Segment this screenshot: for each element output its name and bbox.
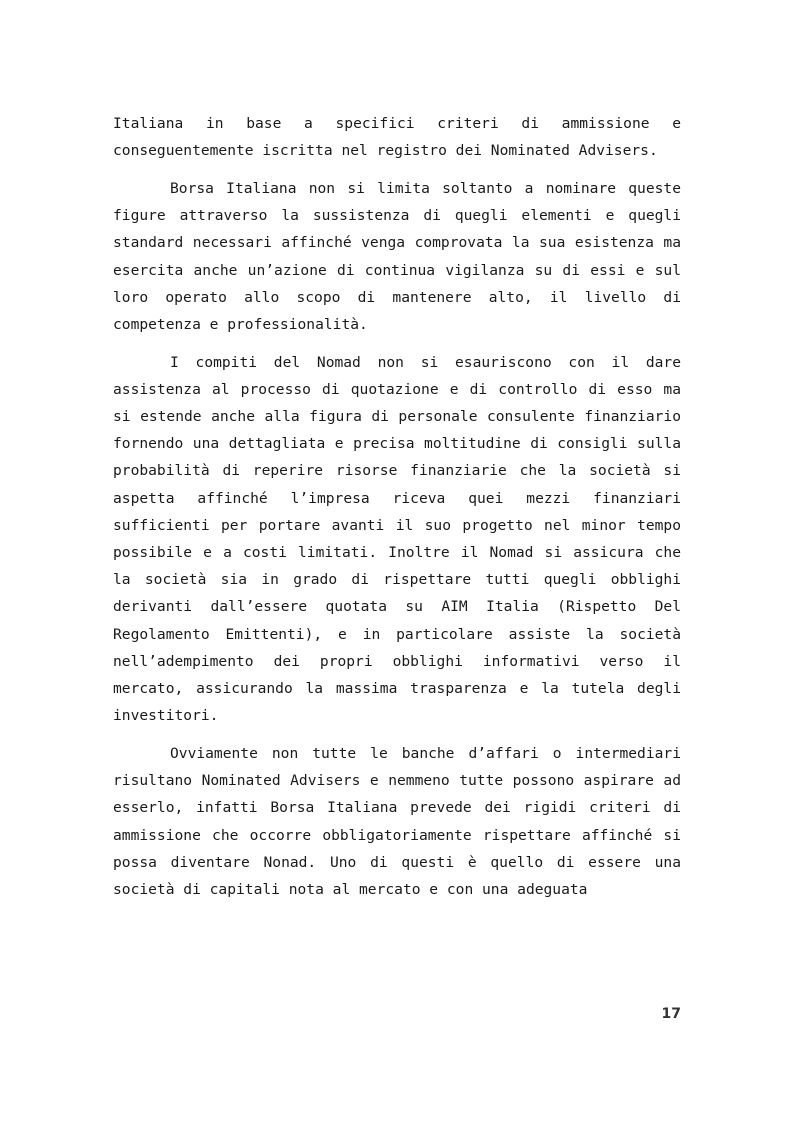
paragraph-2: Borsa Italiana non si limita soltanto a nominare queste figure attraverso la sussistenza di quegli elementi e quegli standard necessari affinché venga comprovata la sua esistenza ma esercita anche un’azione di continua vigilanza su di essi e sul loro operato allo scopo di mantenere alto, il livello di competenza e professionalità. <box>113 179 681 333</box>
paragraph-3: I compiti del Nomad non si esauriscono con il dare assistenza al processo di quotazione e di controllo di esso ma si estende anche alla figura di personale consulente finanziario fornendo una dettagliata e precisa moltitudine di consigli sulla probabilità di reperire risorse finanziarie che la società si aspetta affinché l’impresa riceva quei mezzi finanziari sufficienti per portare avanti il suo progetto nel minor tempo possibile e a costi limitati. Inoltre il Nomad si assicura che la società sia in grado di rispettare tutti quegli obblighi derivanti dall’essere quotata su AIM Italia (Rispetto Del Regolamento Emittenti), e in particolare assiste la società nell’adempimento dei propri obblighi informativi verso il mercato, assicurando la massima trasparenza e la tutela degli investitori. <box>113 353 681 725</box>
paragraph-1: Italiana in base a specifici criteri di ammissione e conseguentemente iscritta nel registro dei Nominated Advisers. <box>113 115 681 160</box>
document-body <box>113 110 681 914</box>
page-number: 17 <box>661 1006 681 1022</box>
paragraph-4: Ovviamente non tutte le banche d’affari o intermediari risultano Nominated Advisers e nemmeno tutte possono aspirare ad esserlo, infatti Borsa Italiana prevede dei rigidi criteri di ammissione che occorre obbligatoriamente rispettare affinché si possa diventare Nonad. Uno di questi è quello di essere una società di capitali nota al mercato e con una adeguata <box>113 744 681 898</box>
